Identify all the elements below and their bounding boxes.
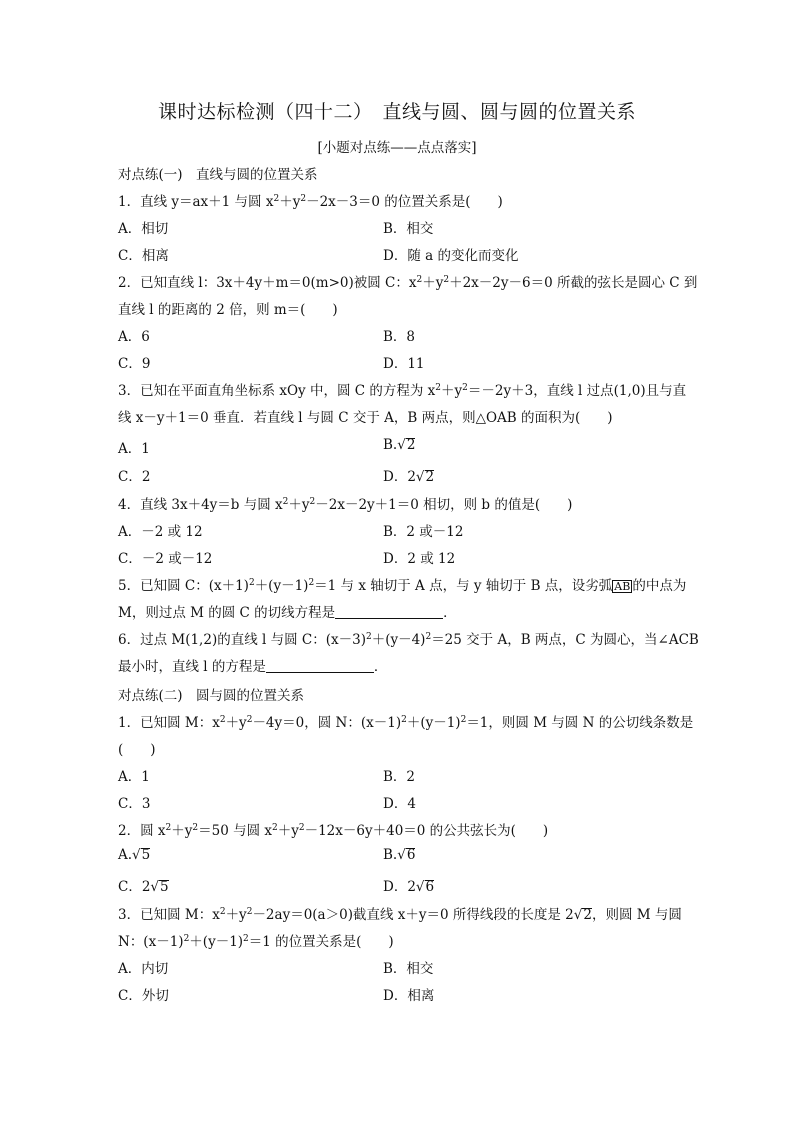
q1-1-option-c: C．相离 — [118, 248, 169, 264]
question-2-1-stem: 1．已知圆 M：$x^2+y^2-4y=0$，圆 N：$(x-1)^2+(y-1)^2=1$，则圆 M 与圆 N 的公切线条数是 — [118, 715, 694, 731]
q2-2-option-c: C．2√5 — [118, 879, 169, 895]
page-title: 课时达标检测（四十二） 直线与圆、圆与圆的位置关系 — [157, 101, 636, 123]
q1-3-option-b: B.√2 — [383, 437, 416, 453]
question-2-2-stem: 2．圆 $x^2+y^2=50$ 与圆 $x^2+y^2-12x-6y+40=0$ 的公共弦长为( ) — [118, 823, 549, 839]
q2-3-option-c: C．外切 — [118, 988, 169, 1004]
q1-3-option-d: D．2√2 — [383, 469, 435, 485]
question-1-2-stem-cont: 直线 l 的距离的 2 倍，则 m＝( ) — [118, 302, 338, 318]
q2-2-option-b: B.√6 — [383, 847, 416, 863]
question-1-4-stem: 4．直线 3x＋4y＝b 与圆 $x^2+y^2-2x-2y+1=0$ 相切，则 b 的值是( ) — [118, 497, 573, 513]
q2-3-option-b: B．相交 — [383, 961, 434, 977]
q2-2-option-a: A.√5 — [118, 847, 151, 863]
question-1-3-stem-cont: 线 x－y＋1＝0 垂直．若直线 l 与圆 C 交于 A，B 两点，则△OAB 的面积为( ) — [118, 410, 613, 426]
question-2-3-stem-cont: N：$(x-1)^2+(y-1)^2=1$ 的位置关系是( ) — [118, 934, 394, 950]
q1-3-option-a: A．1 — [118, 441, 150, 457]
q1-2-option-c: C．9 — [118, 356, 151, 372]
question-1-5-stem: 5．已知圆 C：$(x+1)^2+(y-1)^2=1$ 与 x 轴切于 A 点，与 y 轴切于 B 点，设劣弧 AB 的中点为 — [118, 578, 687, 594]
q2-3-option-d: D．相离 — [383, 988, 435, 1004]
question-2-3-stem: 3．已知圆 M：$x^2+y^2-2ay=0(a>0)$截直线 x＋y＝0 所得线段的长度是 2√2，则圆 M 与圆 — [118, 907, 682, 923]
q2-3-option-a: A．内切 — [118, 961, 169, 977]
question-1-1-stem: 1．直线 y＝ax＋1 与圆 $x^2+y^2-2x-3=0$ 的位置关系是( ) — [118, 194, 503, 210]
q2-1-option-a: A．1 — [118, 769, 150, 785]
page-subtitle: [小题对点练——点点落实] — [317, 140, 477, 156]
question-1-3-stem: 3．已知在平面直角坐标系 xOy 中，圆 C 的方程为 $x^2+y^2=-2y+3$，直线 l 过点(1,0)且与直 — [118, 383, 687, 399]
question-1-6-stem-cont: 最小时，直线 l 的方程是 ． — [118, 659, 388, 675]
q2-1-option-c: C．3 — [118, 796, 151, 812]
q1-3-option-c: C．2 — [118, 469, 151, 485]
section-heading-1: 对点练(一) 直线与圆的位置关系 — [118, 167, 318, 183]
q2-1-option-b: B．2 — [383, 769, 416, 785]
q2-1-option-d: D．4 — [383, 796, 416, 812]
q1-2-option-b: B．8 — [383, 329, 416, 345]
section-heading-2: 对点练(二) 圆与圆的位置关系 — [118, 688, 305, 704]
q1-4-option-d: D．2 或 12 — [383, 551, 456, 567]
question-1-2-stem: 2．已知直线 l：3x＋4y＋m＝0(m>0)被圆 C：$x^2+y^2+2x-2y-6=0$ 所截的弦长是圆心 C 到 — [118, 275, 698, 291]
answer-blank — [266, 660, 374, 673]
arc-ab: AB — [614, 580, 631, 593]
answer-blank — [335, 606, 443, 619]
question-1-6-stem: 6．过点 M(1,2)的直线 l 与圆 C：$(x-3)^2+(y-4)^2=25$ 交于 A，B 两点，C 为圆心，当∠ACB — [118, 632, 699, 648]
q1-4-option-c: C．－2 或－12 — [118, 551, 213, 567]
q1-2-option-d: D．11 — [383, 356, 425, 372]
q1-1-option-d: D．随 a 的变化而变化 — [383, 248, 519, 264]
q1-1-option-a: A．相切 — [118, 221, 169, 237]
question-2-1-stem-cont: ( ) — [118, 742, 156, 758]
question-1-5-stem-cont: M，则过点 M 的圆 C 的切线方程是 ． — [118, 605, 457, 621]
q1-2-option-a: A．6 — [118, 329, 150, 345]
q1-1-option-b: B．相交 — [383, 221, 434, 237]
q1-4-option-b: B．2 或－12 — [383, 524, 464, 540]
q2-2-option-d: D．2√6 — [383, 879, 435, 895]
q1-4-option-a: A．－2 或 12 — [118, 524, 203, 540]
